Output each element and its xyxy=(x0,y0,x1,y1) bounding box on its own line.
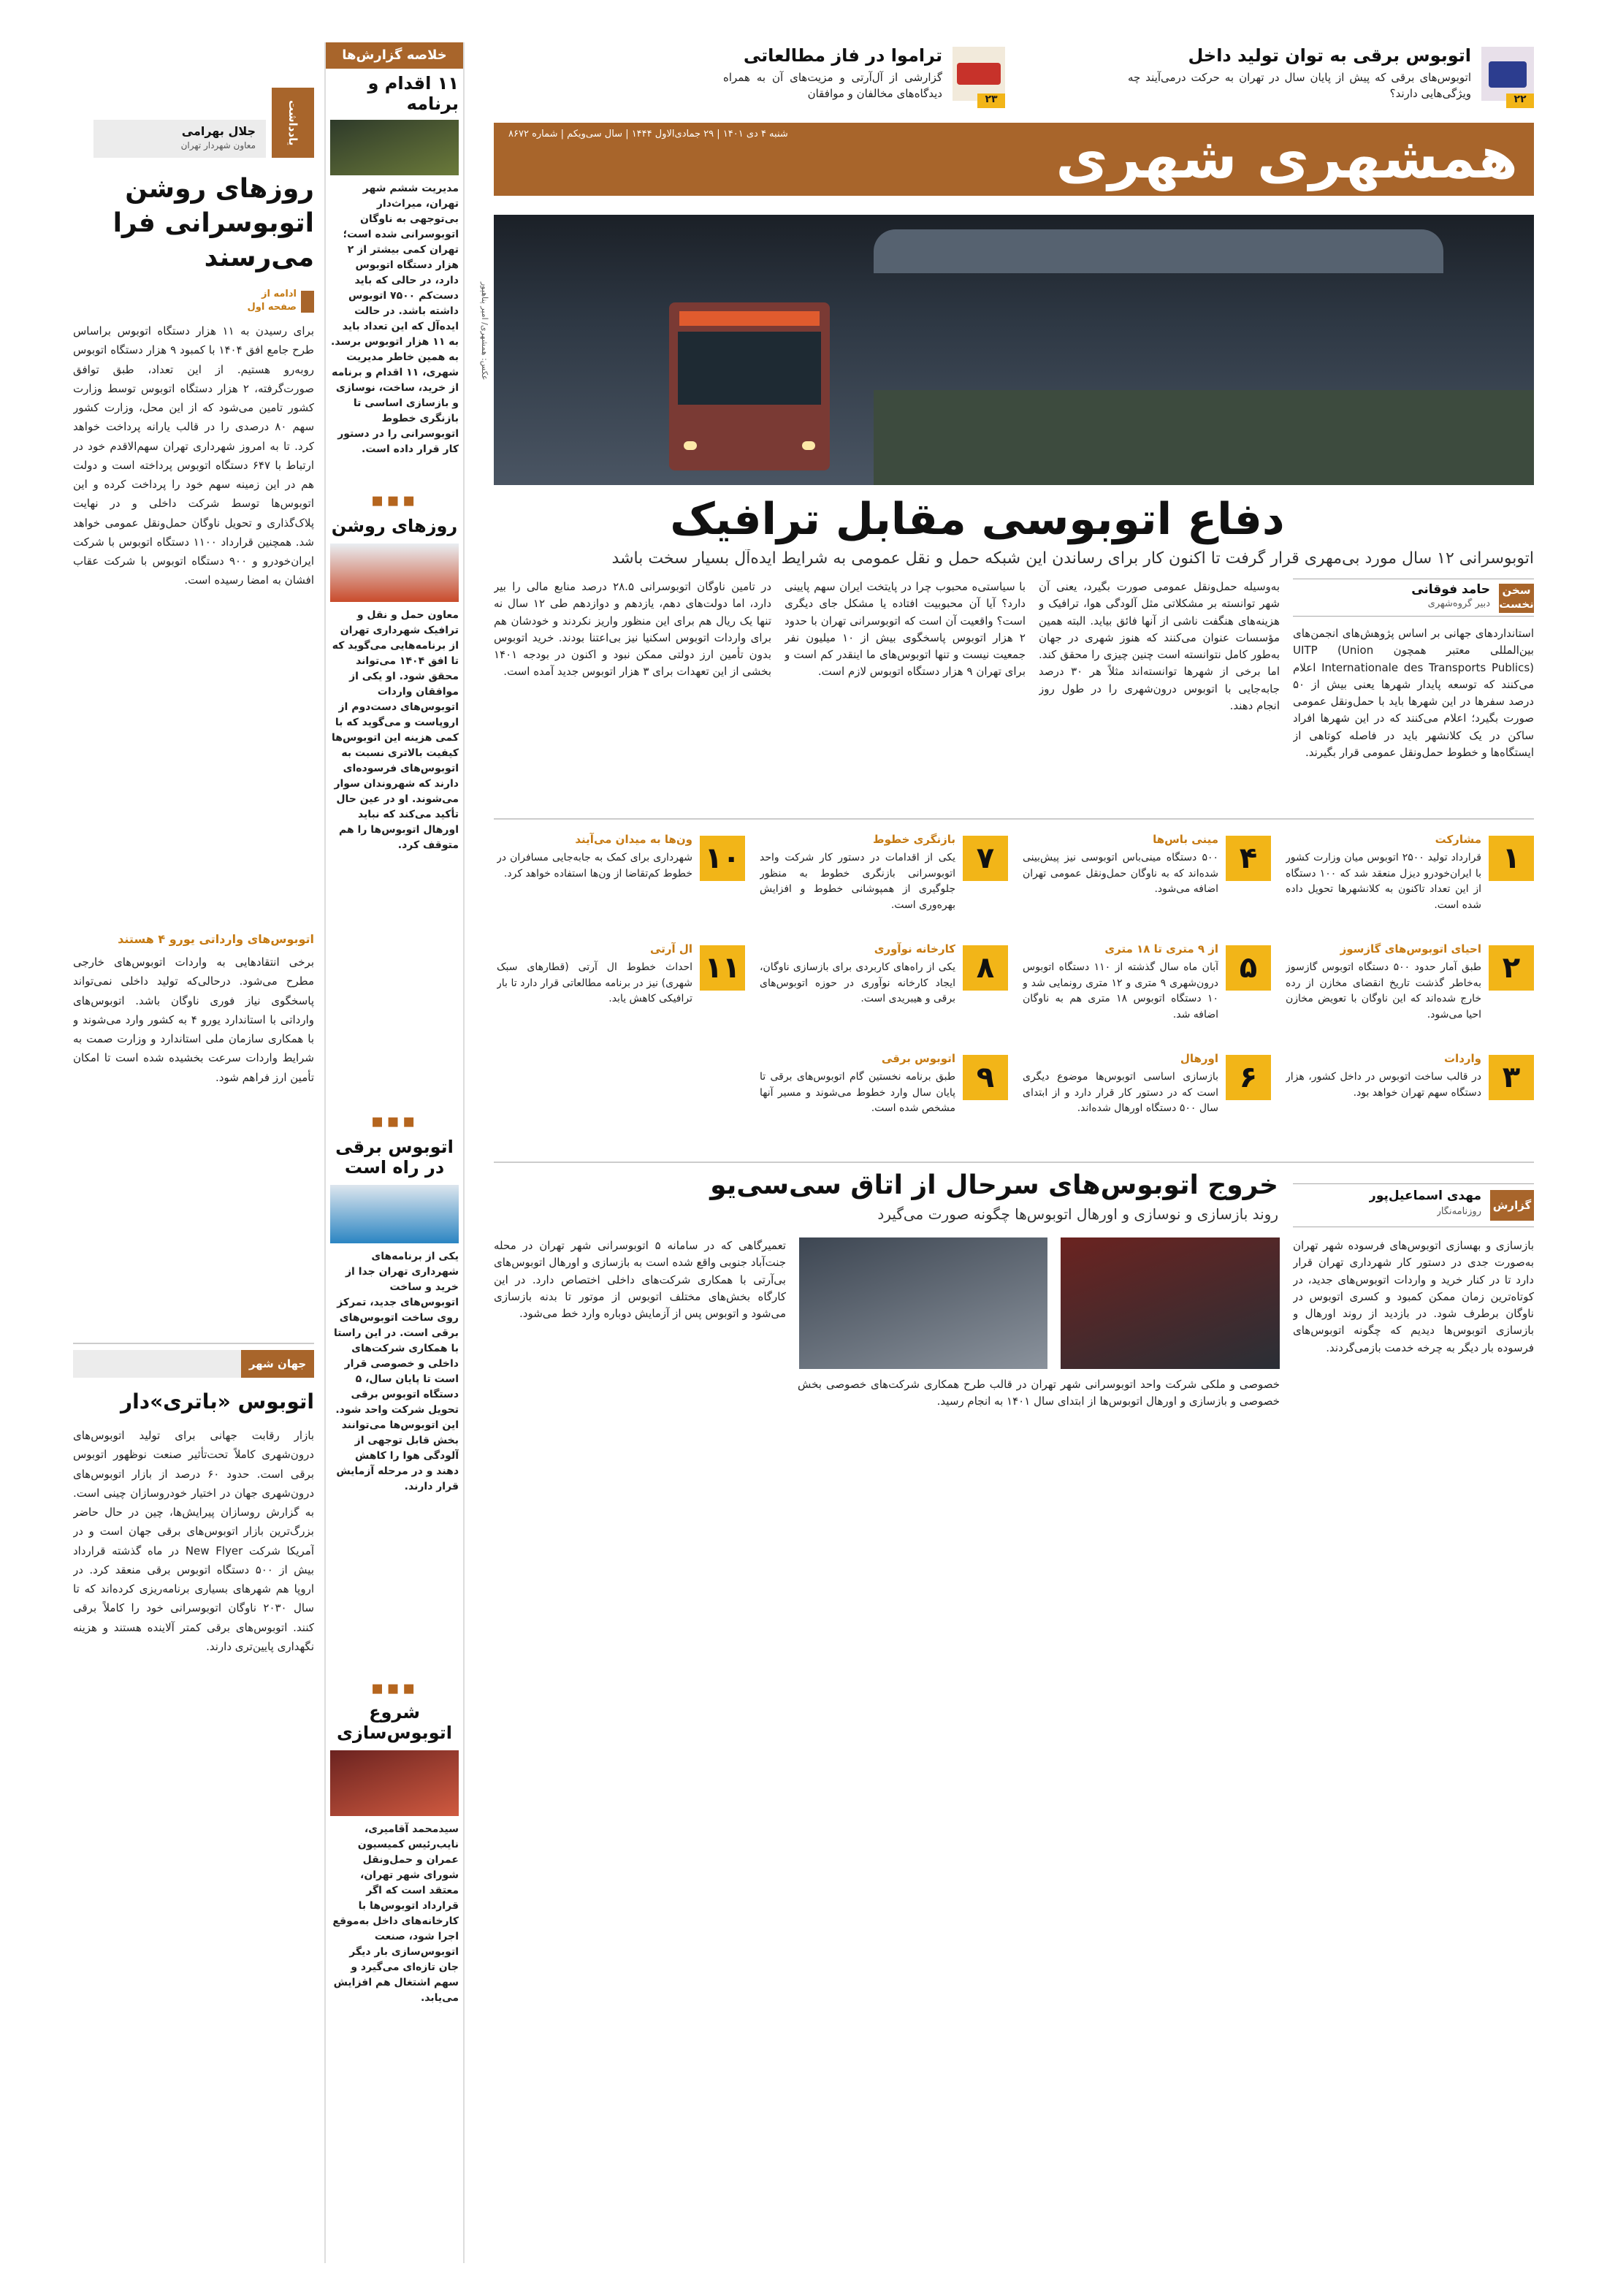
numbered-item-title: اورهال xyxy=(1180,1052,1218,1065)
numbered-item-number: ۷ xyxy=(963,836,1008,881)
summary-item-body: مدیریت ششم شهر تهران، میراث‌دار بی‌توجهی به ناوگان اتوبوسرانی شده است؛ تهران کمی بیشتر از ۲ هزار دستگاه اتوبوس دارد، در حالی که باید دست‌کم ۷۵۰۰ اتوبوس داشته باشد. در حالت ایده‌آل که این تعداد باید به ۱۱ هزار اتوبوس برسد. به همین خاطر مدیریت شهری، ۱۱ اقدام و برنامه از خرید، ساخت، نوسازی و بازسازی اساسی تا بازنگری خطوط اتوبوسرانی را در دستور کار قرار داده است. xyxy=(331,183,459,455)
summary-item-title: شروع اتوبوس‌سازی xyxy=(337,1702,452,1743)
main-col-3: با سیاستی‌ه محبوب چرا در پایتخت ایران سهم پایینی دارد؟ آیا آن محبوبیت افتاده یا مشکل جای دیگری است؟ واقعیت آن است که اتوبوسرانی تهران با حدود ۲ هزار اتوبوس پاسخگوی بیش از ۱۰ میلیون نفر جمعیت نیست و تنها اتوبوس‌های ما اینقدر کم است و برای تهران ۹ هزار دستگاه اتوبوس لازم است. xyxy=(785,580,1026,679)
world-section: جهان شهر xyxy=(241,1350,314,1378)
report-body-1: بازسازی و بهسازی اتوبوس‌های فرسوده شهر تهران به‌صورت جدی در دستور کار شهرداری تهران قرار دارد تا در کنار خرید و واردات اتوبوس‌های جدید، در کوتاه‌ترین زمان ممکن کمبود و کسری اتوبوس در ناوگان برطرف شود. در بازدید از روند اورهال و بازسازی اتوبوس‌ها دیدیم که چگونه اتوبوس‌های فرسوده بار دیگر به چرخه خدمت بازمی‌گردند. xyxy=(1293,1239,1534,1354)
numbered-item-body: شهرداری برای کمک به جابه‌جایی مسافران در خطوط کم‌تقاضا از ون‌ها استفاده خواهد کرد. xyxy=(497,852,692,880)
note-body-2: برخی انتقادهایی به واردات اتوبوس‌های خارجی مطرح می‌شود. درحالی‌که تولید داخلی نمی‌تواند پاسخگوی نیاز فوری ناوگان باشد. اتوبوس‌های وارداتی با استاندارد یورو ۴ به کشور وارد می‌شوند و با همکاری سازمان ملی استاندارد و وزارت صمت به شرایط واردات سرعت بخشیده شده است تا امکان تأمین ارز فراهم شود. xyxy=(73,956,314,1084)
summary-right-rule xyxy=(463,42,465,2263)
numbered-item-body: بازسازی اساسی اتوبوس‌ها موضوع دیگری است که در دستور کار قرار دارد و از ابتدای سال ۵۰۰ دستگاه اورهال شده‌اند. xyxy=(1023,1071,1218,1115)
numbered-item-number: ۲ xyxy=(1489,945,1534,991)
note-continue-badge xyxy=(241,286,314,319)
numbered-item-number: ۵ xyxy=(1226,945,1271,991)
byline-label: سخن نخست xyxy=(1499,584,1534,613)
numbered-item-number: ۳ xyxy=(1489,1055,1534,1100)
report-section: گزارش xyxy=(1490,1190,1534,1221)
note-continue-label: ادامه از صفحه اول xyxy=(247,289,297,313)
teaser-right-title: اتوبوس برقی به توان تولید داخل xyxy=(1188,45,1471,66)
byline-author: حامد فوقانی xyxy=(1411,582,1490,597)
summary-item-1[interactable] xyxy=(330,516,459,1100)
note-section: یادداشت xyxy=(272,88,314,158)
numbered-item-title: از ۹ متری تا ۱۸ متری xyxy=(1104,942,1218,956)
summary-header: خلاصه گزارش‌ها xyxy=(326,42,463,69)
summary-item-body: معاون حمل و نقل و ترافیک شهرداری تهران از برنامه‌هایی می‌گوید که تا افق ۱۴۰۴ می‌تواند محقق شود. او یکی از موافقان واردات اتوبوس‌های دست‌دوم از اروپاست و می‌گوید که با کمی هزینه این اتوبوس‌ها کیفیت بالاتری نسبت به اتوبوس‌های فرسوده‌ای دارند که شهروندان سوار می‌شوند. او در عین حال تأکید می‌کند که نباید اورهال اتوبوس‌ها را هم متوقف کرد. xyxy=(332,609,459,851)
main-col-1: استانداردهای جهانی بر اساس پژوهش‌های انجمن‌های بین‌المللی معتبر همچون UITP (Union Internationale des Transports Publics) اعلام می‌کنند که توسعه پایدار شهرها یعنی بیش از ۵۰ درصد سفرها در این شهرها باید با حمل‌ونقل عمومی صورت بگیرد؛ اعلام می‌کنند که در این شهرها افراد ساکن در یک کلانشهر باید در فاصله کوتاهی از ایستگاه‌ها و خطوط حمل‌ونقل عمومی قرار بگیرند. xyxy=(1293,627,1534,759)
summary-item-title: اتوبوس برقی در راه است xyxy=(335,1137,454,1178)
numbered-item-number: ۶ xyxy=(1226,1055,1271,1100)
platform xyxy=(874,390,1534,485)
note-sub-1: اتوبوس‌های وارداتی یورو ۴ هستند xyxy=(118,932,314,946)
numbered-item-number: ۱۰ xyxy=(700,836,745,881)
summary-item-image xyxy=(330,544,459,602)
numbered-item-body: طبق برنامه نخستین گام اتوبوس‌های برقی تا پایان سال وارد خطوط می‌شوند و مسیر آنها مشخص شده است. xyxy=(760,1071,955,1115)
teaser-right-page: ۲۲ xyxy=(1506,94,1534,108)
bus-shape xyxy=(669,302,830,470)
masthead-logo: همشهری شهری xyxy=(1056,126,1518,191)
photo-credit: عکس: همشهری/ امیر پناهپور xyxy=(480,281,489,380)
numbered-item-title: ال آرتی xyxy=(650,942,692,956)
report-photo-2 xyxy=(799,1237,1047,1369)
numbered-item xyxy=(1286,941,1534,1043)
numbered-items xyxy=(494,818,1534,1154)
note-body-intro xyxy=(73,286,238,321)
summary-divider: ▪▪▪ xyxy=(370,489,419,511)
numbered-item-title: ون‌ها به میدان می‌آیند xyxy=(575,833,692,846)
summary-item-3[interactable] xyxy=(330,1702,459,2140)
report-author: مهدی اسماعیل‌پور xyxy=(1369,1189,1481,1203)
note-body-1: برای رسیدن به ۱۱ هزار دستگاه اتوبوس براساس طرح جامع افق ۱۴۰۴ با کمبود ۹ هزار دستگاه اتوبوس روبه‌رو هستیم. از این تعداد، طبق توافق صورت‌گرفته، ۲ هزار دستگاه اتوبوس توسط وزارت کشور تامین می‌شود که از این محل، وزارت کشور سهم ۸۰ درصدی را در قالب یارانه پرداخت خواهد کرد. تا به امروز شهرداری تهران سهم‌الاقدم خود در ارتباط با ۶۴۷ دستگاه اتوبوس پرداخته است و دولت هم در این زمینه سهم خود را پرداخت کرده و این اتوبوس‌ها توسط شرکت داخلی و در نهایت پلاک‌گذاری و تحویل ناوگان حمل‌ونقل عمومی خواهد شد. همچنین قرارداد ۱۱۰۰ دستگاه اتوبوس با شرکت ایران‌خودرو و ۹۰۰ دستگاه اتوبوس با شرکت عقاب افشان به امضا رسیده است. xyxy=(73,324,314,587)
numbered-item xyxy=(497,941,745,1043)
numbered-item-number: ۹ xyxy=(963,1055,1008,1100)
numbered-item-body: طبق آمار حدود ۵۰۰ دستگاه اتوبوس گازسوز به‌خاطر گذشت تاریخ انقضای مخازن از رده خارج شده‌اند که این ناوگان با تعویض مخازن احیا می‌شود. xyxy=(1286,961,1481,1021)
numbered-item xyxy=(1023,831,1271,934)
numbered-item xyxy=(497,831,745,934)
note-header xyxy=(73,88,314,158)
numbered-item-number: ۱ xyxy=(1489,836,1534,881)
summary-item-image xyxy=(330,120,459,175)
numbered-item xyxy=(1286,1050,1534,1153)
main-headline: دفاع اتوبوسی مقابل ترافیک xyxy=(670,494,1285,545)
summary-item-body: یکی از برنامه‌های شهرداری تهران جدا از خرید و ساخت اتوبوس‌های جدید، تمرکز روی ساخت اتوبوس‌های برقی است. در این راستا با همکاری شرکت‌های داخلی و خصوصی قرار است تا پایان سال، ۵ دستگاه اتوبوس برقی تحویل شرکت واحد شود. این اتوبوس‌ها می‌توانند بخش قابل توجهی از آلودگی هوا را کاهش دهند و در مرحله آزمایش قرار دارند. xyxy=(334,1251,459,1492)
world-title: اتوبوس «باتری»دار xyxy=(120,1389,314,1414)
report-body-2: تعمیرگاهی که در سامانه ۵ اتوبوسرانی شهر تهران در محله جنت‌آباد جنوبی واقع شده است به بازسازی و اورهال اتوبوس‌های بی‌آرتی با همکاری شرکت‌های داخلی اختصاص دارد. در این کارگاه بخش‌های مختلف اتوبوس از موتور تا بدنه بازسازی می‌شود و اتوبوس پس از آزمایش دوباره وارد خط می‌شود. xyxy=(494,1239,786,1320)
summary-item-2[interactable] xyxy=(330,1137,459,1517)
report-divider xyxy=(494,1162,1534,1163)
summary-left-rule xyxy=(324,42,326,2263)
note-author-role: معاون شهردار تهران xyxy=(180,140,256,150)
numbered-item-title: مینی باس‌ها xyxy=(1153,833,1218,846)
shelter-roof xyxy=(874,229,1443,273)
teaser-left-body: گزارشی از آل‌آرتی و مزیت‌های آن به همراه دیدگاه‌های مخالفان و موافقان xyxy=(723,71,942,100)
masthead-dateline: شنبه ۴ دی ۱۴۰۱ | ۲۹ جمادی‌الاول ۱۴۴۴ | سال سی‌ویکم | شماره ۸۶۷۲ xyxy=(508,129,788,140)
numbered-item-title: مشارکت xyxy=(1435,833,1481,846)
teaser-left[interactable] xyxy=(494,42,1005,108)
numbered-item-body: در قالب ساخت اتوبوس در داخل کشور، هزار دستگاه سهم تهران خواهد بود. xyxy=(1286,1071,1481,1099)
numbered-item-number: ۱۱ xyxy=(700,945,745,991)
main-col-2: به‌وسیله حمل‌ونقل عمومی صورت بگیرد، یعنی آن شهر توانسته بر مشکلاتی مثل آلودگی هوا، ترافیک و هزینه‌های هنگفت ناشی از آنها فائق بیاید. البته همین مؤسسات عنوان می‌کنند که هنوز شهری در جهان به‌طور کامل نتوانسته است چنین چیزی را محقق کند. اما برخی از شهرها توانسته‌اند مثلاً هر ۳۰ درصد جابه‌جایی با اتوبوس درون‌شهری را در طول روز انجام دهند. xyxy=(1039,580,1280,712)
numbered-item-body: آبان ماه سال گذشته از ۱۱۰ دستگاه اتوبوس درون‌شهری ۹ متری و ۱۲ متری رونمایی شد و ۱۰ دستگاه اتوبوس ۱۸ متری هم به ناوگان اضافه شد. xyxy=(1023,961,1218,1021)
teaser-left-image xyxy=(953,47,1005,101)
teaser-right[interactable] xyxy=(1125,42,1534,108)
numbered-item-title: واردات xyxy=(1443,1052,1481,1065)
numbered-item-body: احداث خطوط ال آرتی (قطارهای سبک شهری) نیز در برنامه مطالعاتی قرار دارد تا بار ترافیکی کاهش یابد. xyxy=(497,961,692,1005)
numbered-item xyxy=(760,941,1008,1043)
teaser-right-image xyxy=(1481,47,1534,101)
teaser-left-title: تراموا در فاز مطالعاتی xyxy=(743,45,942,66)
numbered-item xyxy=(1023,941,1271,1043)
numbered-item-title: بازنگری خطوط xyxy=(873,833,955,846)
numbered-item-number: ۴ xyxy=(1226,836,1271,881)
summary-item-0[interactable] xyxy=(330,73,459,482)
numbered-item-title: احیای اتوبوس‌های گازسوز xyxy=(1340,942,1481,956)
world-body: بازار رقابت جهانی برای تولید اتوبوس‌های درون‌شهری کاملاً تحت‌تأثیر صنعت نوظهور اتوبوس برقی است. حدود ۶۰ درصد از بازار اتوبوس‌های درون‌شهری جهان در اختیار خودروسازان چینی است. به گزارش روسازان پیرایش‌ها، چین در حال حاضر بزرگ‌ترین بازار اتوبوس‌های برقی جهان است و در آمریکا شرکت New Flyer در ماه گذشته قرارداد بیش از ۵۰۰ دستگاه اتوبوس برقی منعقد کرد. در اروپا هم شهرهای بسیاری برنامه‌ریزی کرده‌اند که تا سال ۲۰۳۰ ناوگان اتوبوسرانی خود را کاملاً برقی کنند. اتوبوس‌های برقی کمتر آلاینده هستند و هزینه نگهداری پایین‌تری دارند. xyxy=(73,1429,314,1653)
report-byline xyxy=(1293,1183,1534,1227)
teaser-right-body: اتوبوس‌های برقی که پیش از پایان سال در تهران به حرکت درمی‌آیند چه ویژگی‌هایی دارند؟ xyxy=(1128,71,1471,100)
main-col-4: در تامین ناوگان اتوبوسرانی ۲۸.۵ درصد منابع مالی را بیر دارد، اما دولت‌های دهم، یازدهم و دوازدهم طی ۱۲ سال نه تنها یک ریال هم برای این منظور واریز نکردند و خودشان هم برای واردات اتوبوس اسکنیا نیز بی‌اعتنا بودند. خرید اتوبوس بدون تأمین ارز دولتی ممکن نبود و اکنون در بودجه ۱۴۰۱ بخشی از این تعهدات برای ۳ هزار اتوبوس جدید آمده است. xyxy=(494,580,771,679)
summary-item-title: ۱۱ اقدام و برنامه xyxy=(367,73,459,114)
main-photo xyxy=(494,215,1534,485)
main-dek: اتوبوسرانی ۱۲ سال مورد بی‌مهری قرار گرفت تا اکنون کار برای رساندن این شبکه حمل و نقل عمومی به شرایط ایده‌آل بسیار سخت باشد xyxy=(611,549,1534,568)
teaser-left-page: ۲۳ xyxy=(977,94,1005,108)
summary-divider: ▪▪▪ xyxy=(370,1677,419,1699)
world-header xyxy=(73,1350,314,1378)
byline-role: دبیر گروه‌شهری xyxy=(1427,598,1490,609)
numbered-item xyxy=(760,831,1008,934)
numbered-item xyxy=(1023,1050,1271,1153)
summary-item-image xyxy=(330,1750,459,1816)
report-photo-1 xyxy=(1061,1237,1280,1369)
summary-divider: ▪▪▪ xyxy=(370,1110,419,1132)
report-dek: روند بازسازی و نوسازی و اورهال اتوبوس‌ها چگونه صورت می‌گیرد xyxy=(877,1205,1278,1223)
numbered-item-body: یکی از اقدامات در دستور کار شرکت واحد اتوبوسرانی بازنگری خطوط به منظور جلوگیری از همپوشانی خطوط و افزایش بهره‌وری است. xyxy=(760,852,955,912)
report-headline: خروج اتوبوس‌های سرحال از اتاق سی‌سی‌یو xyxy=(710,1170,1278,1200)
numbered-item-title: اتوبوس برقی xyxy=(881,1052,955,1065)
editorial-byline xyxy=(1293,579,1534,617)
numbered-item-title: کارخانه نوآوری xyxy=(874,942,955,956)
summary-item-title: روزهای روشن xyxy=(331,516,458,536)
masthead xyxy=(494,123,1534,196)
numbered-item-body: یکی از راه‌های کاربردی برای بازسازی ناوگان، ایجاد کارخانه نوآوری در حوزه اتوبوس‌های برقی و هیبریدی است. xyxy=(760,961,955,1005)
report-author-role: روزنامه‌نگار xyxy=(1436,1206,1481,1217)
note-title: روزهای روشن اتوبوسرانی فرا می‌رسند xyxy=(112,174,314,272)
summary-item-body: سیدمحمد آقامیری، نایب‌رئیس کمیسیون عمران و حمل‌ونقل شورای شهر تهران، معتقد است که اگر قرارداد اتوبوس‌ها با کارخانه‌های داخل به‌موقع اجرا شود، صنعت اتوبوس‌سازی بار دیگر جان تازه‌ای می‌گیرد و سهم اشتغال هم افزایش می‌یابد. xyxy=(332,1823,459,2004)
numbered-item-number: ۸ xyxy=(963,945,1008,991)
summary-item-image xyxy=(330,1185,459,1243)
note-author: جلال بهرامی xyxy=(181,124,256,138)
numbered-item-body: ۵۰۰ دستگاه مینی‌باس اتوبوسی نیز پیش‌بینی شده‌اند که به ناوگان حمل‌ونقل عمومی تهران اضافه می‌شود. xyxy=(1023,852,1218,896)
report-caption: خصوصی و ملکی شرکت واحد اتوبوسرانی شهر تهران در قالب طرح همکاری شرکت‌های خصوصی بخش خصوصی و بازسازی و اورهال اتوبوس‌ها از ابتدای سال ۱۴۰۱ به انجام رسید. xyxy=(798,1378,1280,1408)
numbered-item xyxy=(1286,831,1534,934)
numbered-item-body: قرارداد تولید ۲۵۰۰ اتوبوس میان وزارت کشور با ایران‌خودرو دیزل منعقد شد که ۱۰۰ دستگاه از این تعداد تاکنون به کلانشهرها تحویل داده شده است. xyxy=(1286,852,1481,912)
numbered-item xyxy=(760,1050,1008,1153)
note-divider xyxy=(73,1343,314,1344)
